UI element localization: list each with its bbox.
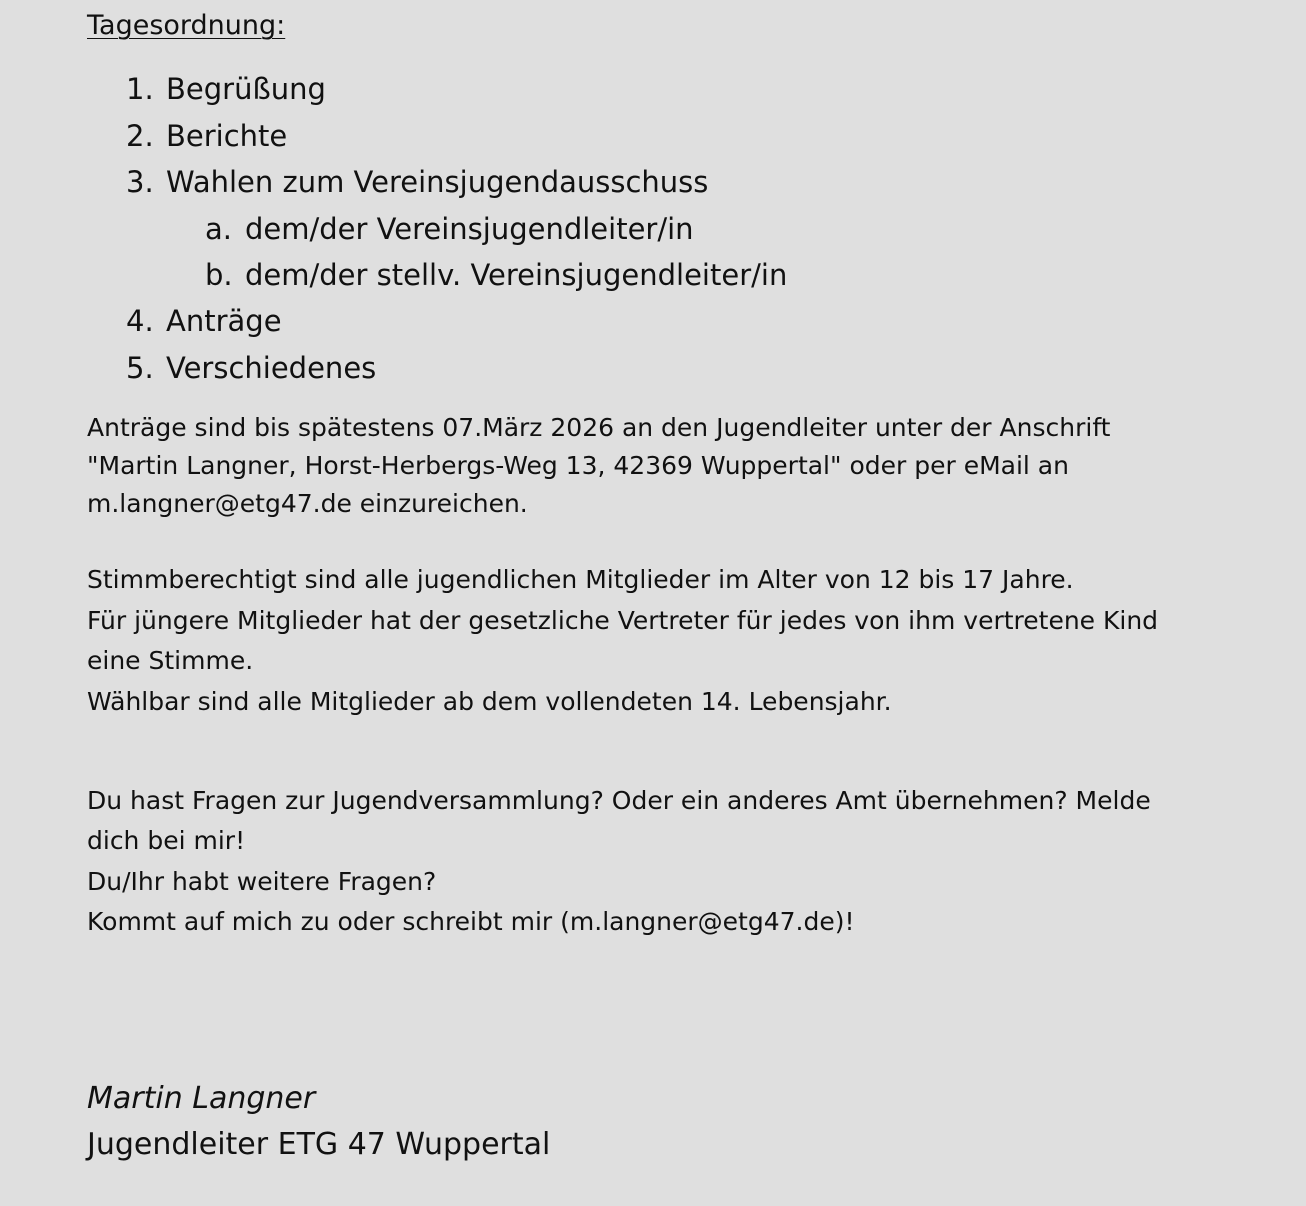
paragraph-line: "Martin Langner, Horst-Herbergs-Weg 13, 42369 Wuppertal" oder per eMail an bbox=[87, 451, 1069, 480]
signature-title: Jugendleiter ETG 47 Wuppertal bbox=[87, 1127, 551, 1162]
paragraph-line: m.langner@etg47.de einzureichen. bbox=[87, 489, 528, 518]
agenda-subitem-text: dem/der Vereinsjugendleiter/in bbox=[245, 212, 694, 246]
agenda-item-number: 5. bbox=[126, 351, 154, 385]
signature-name: Martin Langner bbox=[87, 1081, 316, 1116]
agenda-item-number: 1. bbox=[126, 72, 154, 106]
agenda-item-text: Wahlen zum Vereinsjugendausschuss bbox=[166, 165, 709, 199]
agenda-subitem-text: dem/der stellv. Vereinsjugendleiter/in bbox=[245, 258, 788, 292]
agenda-item-number: 4. bbox=[126, 304, 154, 338]
agenda-item-text: Berichte bbox=[166, 119, 288, 153]
paragraph-line: Anträge sind bis spätestens 07.März 2026 an den Jugendleiter unter der Anschrift bbox=[87, 413, 1111, 442]
stimmrecht-paragraph bbox=[87, 560, 1158, 722]
fragen-paragraph bbox=[87, 781, 1151, 942]
paragraph-line: Für jüngere Mitglieder hat der gesetzliche Vertreter für jedes von ihm vertretene Kind bbox=[87, 605, 1159, 635]
agenda-item-text: Verschiedenes bbox=[166, 351, 377, 385]
agenda-subitem-letter: b. bbox=[205, 258, 233, 292]
paragraph-line: Stimmberechtigt sind alle jugendlichen Mitglieder im Alter von 12 bis 17 Jahre. bbox=[87, 565, 1074, 594]
paragraph-line: Du/Ihr habt weitere Fragen? bbox=[87, 866, 437, 896]
agenda-item-number: 3. bbox=[126, 165, 154, 199]
agenda-item-text: Begrüßung bbox=[166, 72, 326, 106]
antraege-paragraph bbox=[87, 409, 1111, 523]
paragraph-line: Kommt auf mich zu oder schreibt mir (m.langner@etg47.de)! bbox=[87, 906, 855, 936]
paragraph-line: eine Stimme. bbox=[87, 646, 254, 675]
paragraph-line: Wählbar sind alle Mitglieder ab dem vollendeten 14. Lebensjahr. bbox=[87, 686, 892, 716]
paragraph-line: Du hast Fragen zur Jugendversammlung? Oder ein anderes Amt übernehmen? Melde bbox=[87, 786, 1151, 815]
agenda-item-number: 2. bbox=[126, 119, 154, 153]
agenda-heading: Tagesordnung: bbox=[87, 10, 286, 41]
paragraph-line: dich bei mir! bbox=[87, 826, 246, 856]
agenda-subitem-letter: a. bbox=[205, 212, 232, 246]
agenda-item-text: Anträge bbox=[166, 304, 282, 338]
